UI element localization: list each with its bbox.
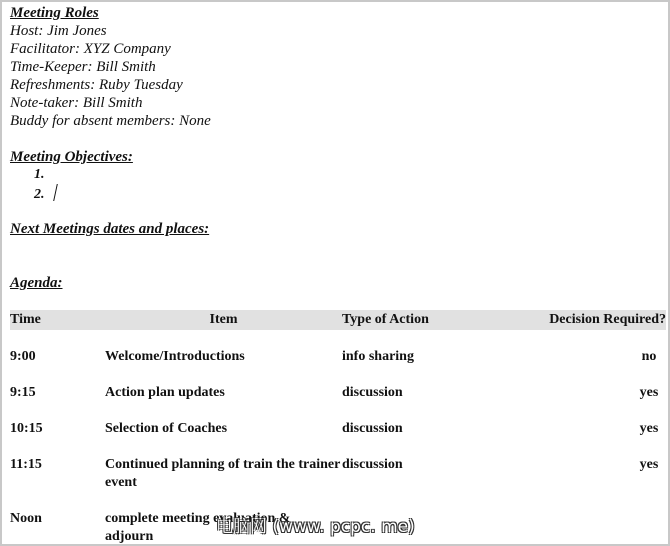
cell-type: discussion: [342, 385, 403, 400]
agenda-header-row: [10, 310, 666, 330]
document-page[interactable]: [10, 4, 664, 544]
table-row: [10, 438, 666, 492]
spacer: [10, 130, 664, 148]
cell-decision: [512, 492, 666, 546]
cell-time: 9:00: [10, 349, 36, 364]
table-row: [10, 366, 666, 402]
objective-item-2: [34, 184, 664, 202]
meeting-roles-heading: Meeting Roles: [10, 5, 99, 21]
cell-time: 9:15: [10, 385, 36, 400]
column-header-time: Time: [10, 310, 105, 330]
cell-item: Selection of Coaches: [105, 421, 228, 436]
table-row: [10, 402, 666, 438]
cell-item: Action plan updates: [105, 385, 225, 400]
objective-item-1: [34, 166, 664, 184]
role-buddy: Buddy for absent members: None: [10, 113, 211, 129]
cell-decision: yes: [639, 385, 659, 400]
agenda-heading: Agenda:: [10, 275, 63, 291]
objectives-list: [34, 166, 664, 202]
cell-type: discussion: [342, 421, 403, 436]
table-row: [10, 330, 666, 366]
cell-time: Noon: [10, 511, 42, 526]
meeting-objectives-heading: Meeting Objectives:: [10, 149, 133, 165]
role-refreshments: Refreshments: Ruby Tuesday: [10, 77, 183, 93]
spacer: [10, 256, 664, 274]
column-header-item: Item: [105, 310, 342, 330]
text-cursor: [53, 184, 58, 201]
cell-time: 10:15: [10, 421, 43, 436]
cell-decision: yes: [639, 457, 659, 472]
role-time-keeper: Time-Keeper: Bill Smith: [10, 59, 156, 75]
cell-item: Welcome/Introductions: [105, 349, 245, 364]
objective-number: 1.: [34, 167, 45, 182]
spacer: [10, 238, 664, 256]
cell-item: complete meeting evaluation & adjourn: [105, 511, 291, 544]
cell-type: info sharing: [342, 349, 414, 364]
watermark-text: 电脑网 (www. pcpc. me): [216, 517, 415, 537]
role-facilitator: Facilitator: XYZ Company: [10, 41, 171, 57]
role-note-taker: Note-taker: Bill Smith: [10, 95, 143, 111]
cell-decision: no: [641, 349, 657, 364]
agenda-table: [10, 310, 666, 546]
cell-item: Continued planning of train the trainer event: [105, 457, 341, 490]
objective-number: 2.: [34, 187, 45, 202]
cell-decision: yes: [639, 421, 659, 436]
cell-time: 11:15: [10, 457, 42, 472]
role-host: Host: Jim Jones: [10, 23, 107, 39]
column-header-type: Type of Action: [342, 310, 512, 330]
spacer: [10, 202, 664, 220]
cell-type: discussion: [342, 457, 403, 472]
column-header-decision: Decision Required?: [512, 310, 666, 330]
next-meetings-heading: Next Meetings dates and places:: [10, 221, 210, 237]
